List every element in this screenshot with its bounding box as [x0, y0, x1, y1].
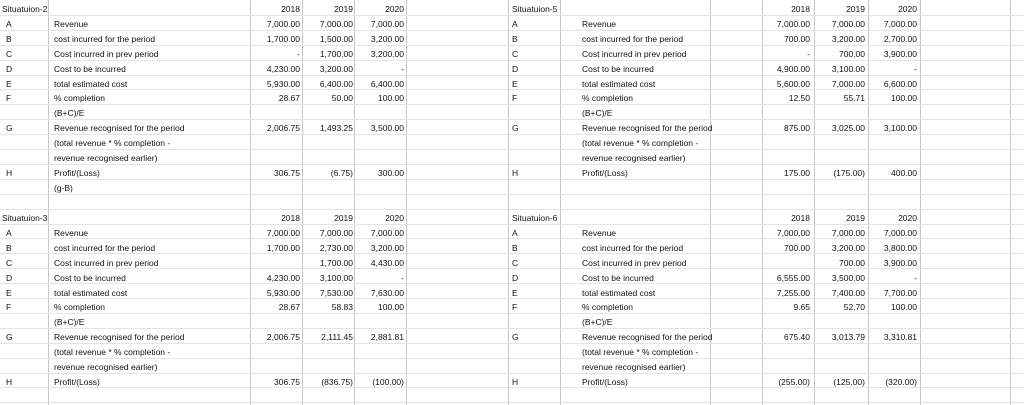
row-letter: D: [6, 272, 13, 283]
value-cell: [750, 256, 810, 270]
value-cell: 5,930.00: [266, 287, 300, 298]
row-label: Revenue: [582, 227, 617, 238]
row-label: revenue recognised earlier): [582, 362, 686, 372]
value-cell: 4,430.00: [370, 257, 404, 268]
value-cell: 7,000.00: [370, 227, 404, 238]
value-cell: 700.00: [839, 48, 865, 59]
row-letter: G: [6, 123, 13, 134]
value-cell: 3,100.00: [883, 123, 917, 134]
value-cell: -: [401, 63, 404, 74]
row-label: % completion: [582, 302, 634, 313]
value-cell: 50.00: [331, 93, 353, 104]
row-label: Profit/(Loss): [582, 167, 628, 178]
panel-title: Situatuion-3: [2, 213, 48, 223]
value-cell: 700.00: [784, 33, 810, 44]
row-letter: C: [512, 48, 519, 59]
value-cell: 7,000.00: [883, 227, 917, 238]
value-cell: (6.75): [330, 167, 353, 178]
value-cell: 700.00: [784, 242, 810, 253]
value-cell: 2,881.81: [370, 332, 404, 343]
row-label: Revenue recognised for the period: [582, 123, 713, 134]
row-letter: D: [512, 63, 519, 74]
value-cell: 7,000.00: [776, 18, 810, 29]
row-letter: A: [512, 18, 518, 29]
row-label: (B+C)/E: [582, 108, 613, 119]
value-cell: 1,700.00: [319, 48, 353, 59]
value-cell: 6,400.00: [370, 78, 404, 89]
value-cell: [240, 256, 300, 270]
value-cell: 3,900.00: [883, 48, 917, 59]
value-cell: 300.00: [378, 167, 404, 178]
value-cell: 7,000.00: [831, 78, 865, 89]
value-cell: 306.75: [274, 376, 300, 387]
value-cell: 7,000.00: [319, 18, 353, 29]
row-letter: F: [512, 302, 518, 313]
value-cell: 1,700.00: [266, 242, 300, 253]
row-label: (total revenue * % completion -: [54, 347, 171, 358]
value-cell: 1,493.25: [319, 123, 353, 134]
year-header: 2019: [846, 4, 865, 14]
value-cell: 3,200.00: [831, 33, 865, 44]
value-cell: 1,500.00: [319, 33, 353, 44]
row-label: Profit/(Loss): [54, 167, 100, 178]
value-cell: 400.00: [891, 167, 917, 178]
row-letter: G: [512, 123, 519, 134]
row-label: Cost incurred in prev period: [54, 257, 159, 268]
row-label: Cost incurred in prev period: [582, 257, 687, 268]
row-letter: F: [6, 93, 12, 104]
value-cell: 3,100.00: [831, 63, 865, 74]
value-cell: 3,013.79: [831, 332, 865, 343]
value-cell: 6,555.00: [776, 272, 810, 283]
row-label: revenue recognised earlier): [54, 153, 158, 163]
value-cell: 28.67: [278, 93, 300, 104]
value-cell: 3,500.00: [370, 123, 404, 134]
row-label: total estimated cost: [54, 287, 128, 298]
row-letter: C: [6, 257, 13, 268]
value-cell: 4,900.00: [776, 63, 810, 74]
row-label: (B+C)/E: [54, 108, 85, 119]
value-cell: 58.83: [331, 302, 353, 313]
value-cell: (320.00): [885, 376, 917, 387]
value-cell: 3,200.00: [370, 33, 404, 44]
year-header: 2020: [898, 4, 917, 14]
year-header: 2018: [281, 4, 300, 14]
value-cell: 100.00: [378, 93, 404, 104]
row-label: (g-B): [54, 182, 73, 193]
value-cell: 1,700.00: [319, 257, 353, 268]
row-label: Revenue: [582, 18, 617, 29]
row-letter: A: [6, 227, 12, 238]
row-label: cost incurred for the period: [582, 33, 684, 44]
row-letter: H: [6, 376, 13, 387]
row-label: cost incurred for the period: [582, 242, 684, 253]
row-label: % completion: [582, 93, 634, 104]
year-header: 2020: [385, 213, 404, 223]
row-gridline: [0, 209, 1024, 210]
row-letter: E: [512, 287, 518, 298]
row-letter: H: [6, 167, 13, 178]
row-label: (B+C)/E: [582, 317, 613, 328]
value-cell: 100.00: [378, 302, 404, 313]
year-header: 2018: [791, 213, 810, 223]
row-label: cost incurred for the period: [54, 33, 156, 44]
value-cell: 7,000.00: [776, 227, 810, 238]
value-cell: 7,000.00: [266, 227, 300, 238]
value-cell: 7,000.00: [831, 18, 865, 29]
value-cell: 306.75: [274, 167, 300, 178]
row-letter: E: [512, 78, 518, 89]
value-cell: 2,700.00: [883, 33, 917, 44]
value-cell: 4,230.00: [266, 63, 300, 74]
value-cell: (836.75): [321, 376, 353, 387]
row-label: Cost incurred in prev period: [582, 48, 687, 59]
row-letter: F: [512, 93, 518, 104]
value-cell: 7,400.00: [831, 287, 865, 298]
value-cell: 3,800.00: [883, 242, 917, 253]
row-letter: E: [6, 287, 12, 298]
row-letter: D: [512, 272, 519, 283]
value-cell: 7,000.00: [831, 227, 865, 238]
row-label: (B+C)/E: [54, 317, 85, 328]
row-label: Revenue recognised for the period: [582, 332, 713, 343]
row-label: Cost to be incurred: [54, 272, 126, 283]
value-cell: 5,600.00: [776, 78, 810, 89]
row-letter: G: [512, 332, 519, 343]
row-label: revenue recognised earlier): [582, 153, 686, 163]
row-gridline: [0, 402, 1024, 403]
value-cell: 3,025.00: [831, 123, 865, 134]
row-label: % completion: [54, 302, 106, 313]
year-header: 2018: [791, 4, 810, 14]
year-header: 2019: [846, 213, 865, 223]
value-cell: 3,310.81: [883, 332, 917, 343]
row-letter: E: [6, 78, 12, 89]
value-cell: -: [401, 272, 404, 283]
row-letter: A: [512, 227, 518, 238]
row-label: Profit/(Loss): [54, 376, 100, 387]
row-label: Revenue recognised for the period: [54, 123, 185, 134]
row-letter: D: [6, 63, 13, 74]
panel-title: Situatuion-6: [512, 213, 558, 223]
value-cell: 6,400.00: [319, 78, 353, 89]
row-letter: A: [6, 18, 12, 29]
panel-title: Situatuion-2: [2, 4, 48, 14]
value-cell: -: [297, 48, 300, 59]
row-label: (total revenue * % completion -: [582, 347, 699, 358]
row-letter: B: [512, 33, 518, 44]
value-cell: 7,530.00: [319, 287, 353, 298]
row-letter: H: [512, 376, 519, 387]
value-cell: 3,200.00: [370, 242, 404, 253]
row-label: total estimated cost: [582, 78, 656, 89]
value-cell: 700.00: [839, 257, 865, 268]
value-cell: 7,000.00: [266, 18, 300, 29]
row-label: Cost to be incurred: [582, 272, 654, 283]
row-label: total estimated cost: [582, 287, 656, 298]
value-cell: 7,000.00: [883, 18, 917, 29]
value-cell: 7,700.00: [883, 287, 917, 298]
value-cell: 100.00: [891, 302, 917, 313]
value-cell: 7,000.00: [319, 227, 353, 238]
value-cell: 1,700.00: [266, 33, 300, 44]
value-cell: (100.00): [372, 376, 404, 387]
year-header: 2018: [281, 213, 300, 223]
value-cell: -: [914, 272, 917, 283]
value-cell: 875.00: [784, 123, 810, 134]
row-letter: C: [6, 48, 13, 59]
value-cell: 9.65: [793, 302, 810, 313]
value-cell: 675.40: [784, 332, 810, 343]
value-cell: 4,230.00: [266, 272, 300, 283]
panel-title: Situatuion-5: [512, 4, 558, 14]
row-label: Revenue recognised for the period: [54, 332, 185, 343]
row-letter: H: [512, 167, 519, 178]
value-cell: 3,500.00: [831, 272, 865, 283]
row-label: revenue recognised earlier): [54, 362, 158, 372]
value-cell: 7,630.00: [370, 287, 404, 298]
value-cell: 2,006.75: [266, 332, 300, 343]
row-label: (total revenue * % completion -: [582, 138, 699, 149]
value-cell: 2,730.00: [319, 242, 353, 253]
row-label: % completion: [54, 93, 106, 104]
row-letter: C: [512, 257, 519, 268]
value-cell: 7,000.00: [370, 18, 404, 29]
value-cell: -: [807, 48, 810, 59]
row-label: Revenue: [54, 227, 89, 238]
value-cell: 2,006.75: [266, 123, 300, 134]
value-cell: (175.00): [833, 167, 865, 178]
row-letter: B: [512, 242, 518, 253]
value-cell: 6,600.00: [883, 78, 917, 89]
value-cell: 12.50: [788, 93, 810, 104]
row-label: Cost to be incurred: [54, 63, 126, 74]
value-cell: 3,200.00: [319, 63, 353, 74]
value-cell: 3,200.00: [370, 48, 404, 59]
row-letter: B: [6, 242, 12, 253]
value-cell: 2,111.45: [321, 332, 353, 343]
row-label: Profit/(Loss): [582, 376, 628, 387]
value-cell: 55.71: [843, 93, 865, 104]
row-letter: G: [6, 332, 13, 343]
value-cell: -: [914, 63, 917, 74]
year-header: 2020: [385, 4, 404, 14]
value-cell: 175.00: [784, 167, 810, 178]
value-cell: 3,900.00: [883, 257, 917, 268]
value-cell: 52.70: [843, 302, 865, 313]
value-cell: (125.00): [833, 376, 865, 387]
value-cell: 100.00: [891, 93, 917, 104]
year-header: 2020: [898, 213, 917, 223]
row-letter: B: [6, 33, 12, 44]
value-cell: 28.67: [278, 302, 300, 313]
value-cell: 5,930.00: [266, 78, 300, 89]
row-label: (total revenue * % completion -: [54, 138, 171, 149]
year-header: 2019: [334, 4, 353, 14]
value-cell: 3,100.00: [319, 272, 353, 283]
row-label: Revenue: [54, 18, 89, 29]
row-label: cost incurred for the period: [54, 242, 156, 253]
row-letter: F: [6, 302, 12, 313]
value-cell: 7,255.00: [776, 287, 810, 298]
value-cell: (255.00): [778, 376, 810, 387]
row-label: Cost to be incurred: [582, 63, 654, 74]
row-label: total estimated cost: [54, 78, 128, 89]
year-header: 2019: [334, 213, 353, 223]
row-label: Cost incurred in prev period: [54, 48, 159, 59]
value-cell: 3,200.00: [831, 242, 865, 253]
